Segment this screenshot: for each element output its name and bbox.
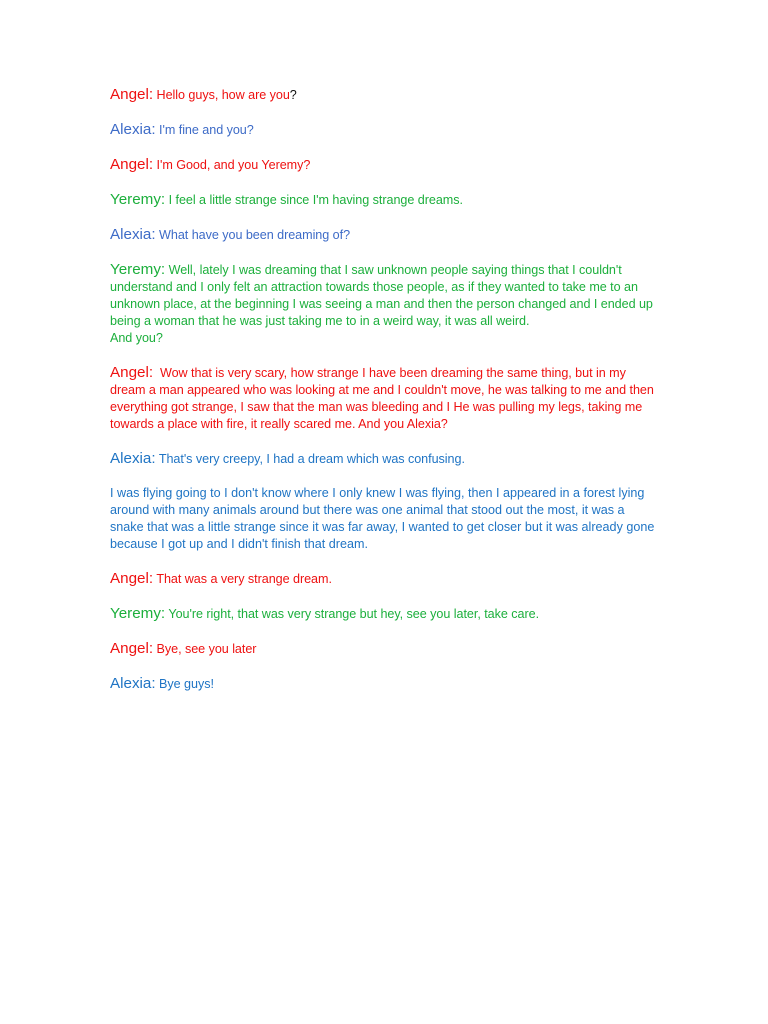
speaker-name: Angel: [110,570,154,587]
speaker-name: Yeremy: [110,605,166,622]
dialogue-line-angel [110,364,655,433]
dialogue-text: What have you been dreaming of? [159,228,351,242]
dialogue-text-continued: And you? [110,331,163,345]
speaker-name: Alexia: [110,121,156,138]
speaker-name: Angel: [110,640,154,657]
dialogue-line-yeremy [110,605,655,623]
speaker-name: Alexia: [110,226,156,243]
dialogue-text: Well, lately I was dreaming that I saw unknown people saying things that I couldn't understand and I only felt an attraction towards those people, as if they wanted to take me to an unknown place, at the beginning I was seeing a man and then the person changed and I ended up being a woman that he was just taking me to in a weird way, it was all weird. [110,263,653,328]
speaker-name: Alexia: [110,450,156,467]
dialogue-line-alexia [110,121,655,139]
dialogue-text: Hello guys, how are you [156,88,290,102]
dialogue-text: Bye guys! [159,677,214,691]
document-page [110,86,655,710]
dialogue-text: That was a very strange dream. [156,572,332,586]
dialogue-line-angel [110,570,655,588]
dialogue-text: Bye, see you later [156,642,257,656]
dialogue-text: That's very creepy, I had a dream which was confusing. [158,452,465,466]
dialogue-text: I'm Good, and you Yeremy? [156,158,311,172]
dialogue-punctuation: ? [289,88,297,102]
dialogue-line-angel [110,640,655,658]
dialogue-paragraph-alexia: I was flying going to I don't know where I only knew I was flying, then I appeared in a forest lying around with many animals around but there was one animal that stood out the most, it was a snake that was a little strange since it was far away, I wanted to get closer but it was already gone because I got up and I didn't finish that dream. [110,486,655,551]
speaker-name: Angel: [110,86,154,103]
speaker-name: Yeremy: [110,261,166,278]
dialogue-line-yeremy [110,191,655,209]
dialogue-line-angel [110,86,655,104]
speaker-name: Angel: [110,156,154,173]
dialogue-text: You're right, that was very strange but hey, see you later, take care. [168,607,540,621]
dialogue-line-alexia [110,226,655,244]
dialogue-text: I'm fine and you? [159,123,254,137]
dialogue-line-angel [110,156,655,174]
dialogue-line-yeremy [110,261,655,347]
speaker-name: Angel: [110,364,154,381]
speaker-name: Alexia: [110,675,156,692]
dialogue-text: Wow that is very scary, how strange I have been dreaming the same thing, but in my dream a man appeared who was looking at me and I couldn't move, he was talking to me and then everything got strange, I saw that the man was bleeding and I He was pulling my legs, taking me towards a place with fire, it really scared me. And you Alexia? [110,366,654,431]
dialogue-line-alexia [110,675,655,693]
dialogue-line-alexia [110,450,655,468]
speaker-name: Yeremy: [110,191,166,208]
dialogue-text: I feel a little strange since I'm having strange dreams. [168,193,463,207]
